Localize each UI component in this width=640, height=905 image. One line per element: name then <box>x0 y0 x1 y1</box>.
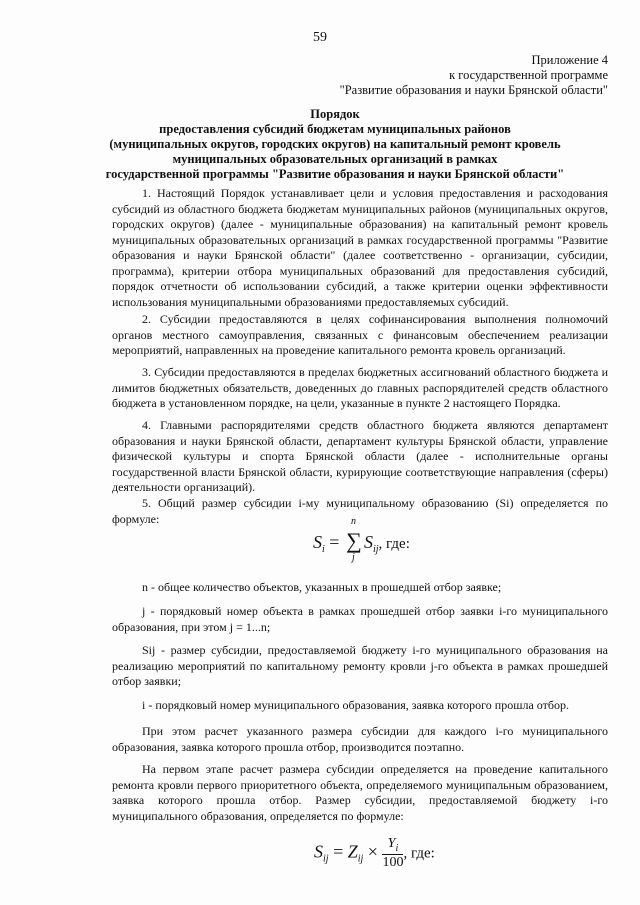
title-line: государственной программы "Развитие образования и науки Брянской области" <box>105 167 565 181</box>
formula-tail: , где: <box>403 845 435 862</box>
sum-upper-limit: n <box>350 516 356 527</box>
sigma-symbol: ∑ <box>346 528 362 553</box>
title-line: (муниципальных округов, городских округов) на капитальный ремонт кровель <box>109 137 561 151</box>
annex-line: Приложение 4 <box>531 53 608 67</box>
formula-subscript: ij <box>357 853 364 865</box>
formula-object-subsidy <box>314 836 435 871</box>
annex-block <box>340 53 608 98</box>
title-line: муниципальных образовательных организаций в рамках <box>172 152 498 166</box>
definition-n: n - общее количество объектов, указанных в прошедшей отбор заявке; <box>142 580 502 594</box>
paragraph-1: 1. Настоящий Порядок устанавливает цели и условия предоставления и расходования субсидий из областного бюджета бюджетам муниципальных районов (муниципальных округов, городских округов) (далее - муниципальные образования) на капитальный ремонт кровель муниципальных образовательных организаций в рамках государственной программы "Развитие образования и науки Брянской области" (далее соответственно - организации, субсидии, программа), критерии отбора муниципальных образований для предоставления субсидий, порядок отчетности об использовании субсидий, а также критерии оценки эффективности использования муниципальными образованиями предоставляемых субсидий. <box>112 186 608 309</box>
formula-symbol: S <box>363 532 373 552</box>
title-line: предоставления субсидий бюджетам муниципальных районов <box>159 122 511 136</box>
fraction-numerator <box>382 836 403 855</box>
page-number: 59 <box>313 30 327 45</box>
annex-line: к государственной программе <box>449 68 608 82</box>
formula-subscript: ij <box>323 853 329 865</box>
formula-times: × <box>363 841 383 862</box>
paragraph-4: 4. Главными распорядителями средств областного бюджета являются департамент образования и науки Брянской области, департамент культуры Брянской области, управление физической культуры и спорта Брянской области (далее - исполнительные органы государственной власти Брянской области, курирующие соответствующие направления (сферы) деятельности организаций). <box>112 418 608 494</box>
paragraph-7: На первом этапе расчет размера субсидии определяется на проведение капитального ремонта кровли первого приоритетного объекта, определяемого муниципальным образованием, заявка которого прошла отбор. Размер субсидии, предоставляемой бюджету i-го муниципального образования, определяется по формуле: <box>112 762 608 823</box>
paragraph-2: 2. Субсидии предоставляются в целях софинансирования выполнения полномочий органов местного самоуправления, связанных с финансовым обеспечением реализации мероприятий, направленных на проведение капитального ремонта кровель организаций. <box>112 312 608 357</box>
formula-total-subsidy <box>313 516 410 563</box>
formula-equals: = <box>328 841 348 862</box>
paragraph-6: При этом расчет указанного размера субсидии для каждого i-го муниципального образования, заявка которого прошла отбор, производится поэтапно. <box>112 724 608 754</box>
summation <box>344 516 364 563</box>
paragraph-5: 5. Общий размер субсидии i-му муниципальному образованию (Si) определяется по формуле: <box>112 496 608 526</box>
annex-line: "Развитие образования и науки Брянской области" <box>339 83 608 97</box>
sum-lower-limit: j <box>351 552 355 563</box>
document-title <box>70 107 600 182</box>
formula-symbol: S <box>313 532 322 552</box>
definition-j: j - порядковый номер объекта в рамках прошедшей отбор заявки i-го муниципального образования, при этом j = 1...n; <box>112 604 608 634</box>
fraction-denominator: 100 <box>382 855 404 870</box>
definition-sij: Sij - размер субсидии, предоставляемой бюджету i-го муниципального образования на реализацию мероприятий по капитальному ремонту кровли j-го объекта в рамках прошедшей отбор заявки; <box>112 643 608 688</box>
formula-tail: , где: <box>378 536 410 552</box>
definition-i: i - порядковый номер муниципального образования, заявка которого прошла отбор. <box>142 698 569 712</box>
formula-fraction <box>382 836 403 871</box>
formula-symbol: Y <box>387 836 396 851</box>
formula-subscript: i <box>395 843 399 854</box>
formula-subscript: ij <box>372 544 379 555</box>
formula-subscript: i <box>322 544 325 555</box>
title-line: Порядок <box>310 107 360 121</box>
paragraph-3: 3. Субсидии предоставляются в пределах бюджетных ассигнований областного бюджета и лимитов бюджетных обязательств, доведенных до главных распорядителей средств областного бюджета в установленном порядке, на цели, указанные в пункте 2 настоящего Порядка. <box>112 365 608 410</box>
formula-symbol: Z <box>347 841 358 862</box>
formula-symbol: S <box>314 841 323 862</box>
formula-equals: = <box>324 532 344 552</box>
